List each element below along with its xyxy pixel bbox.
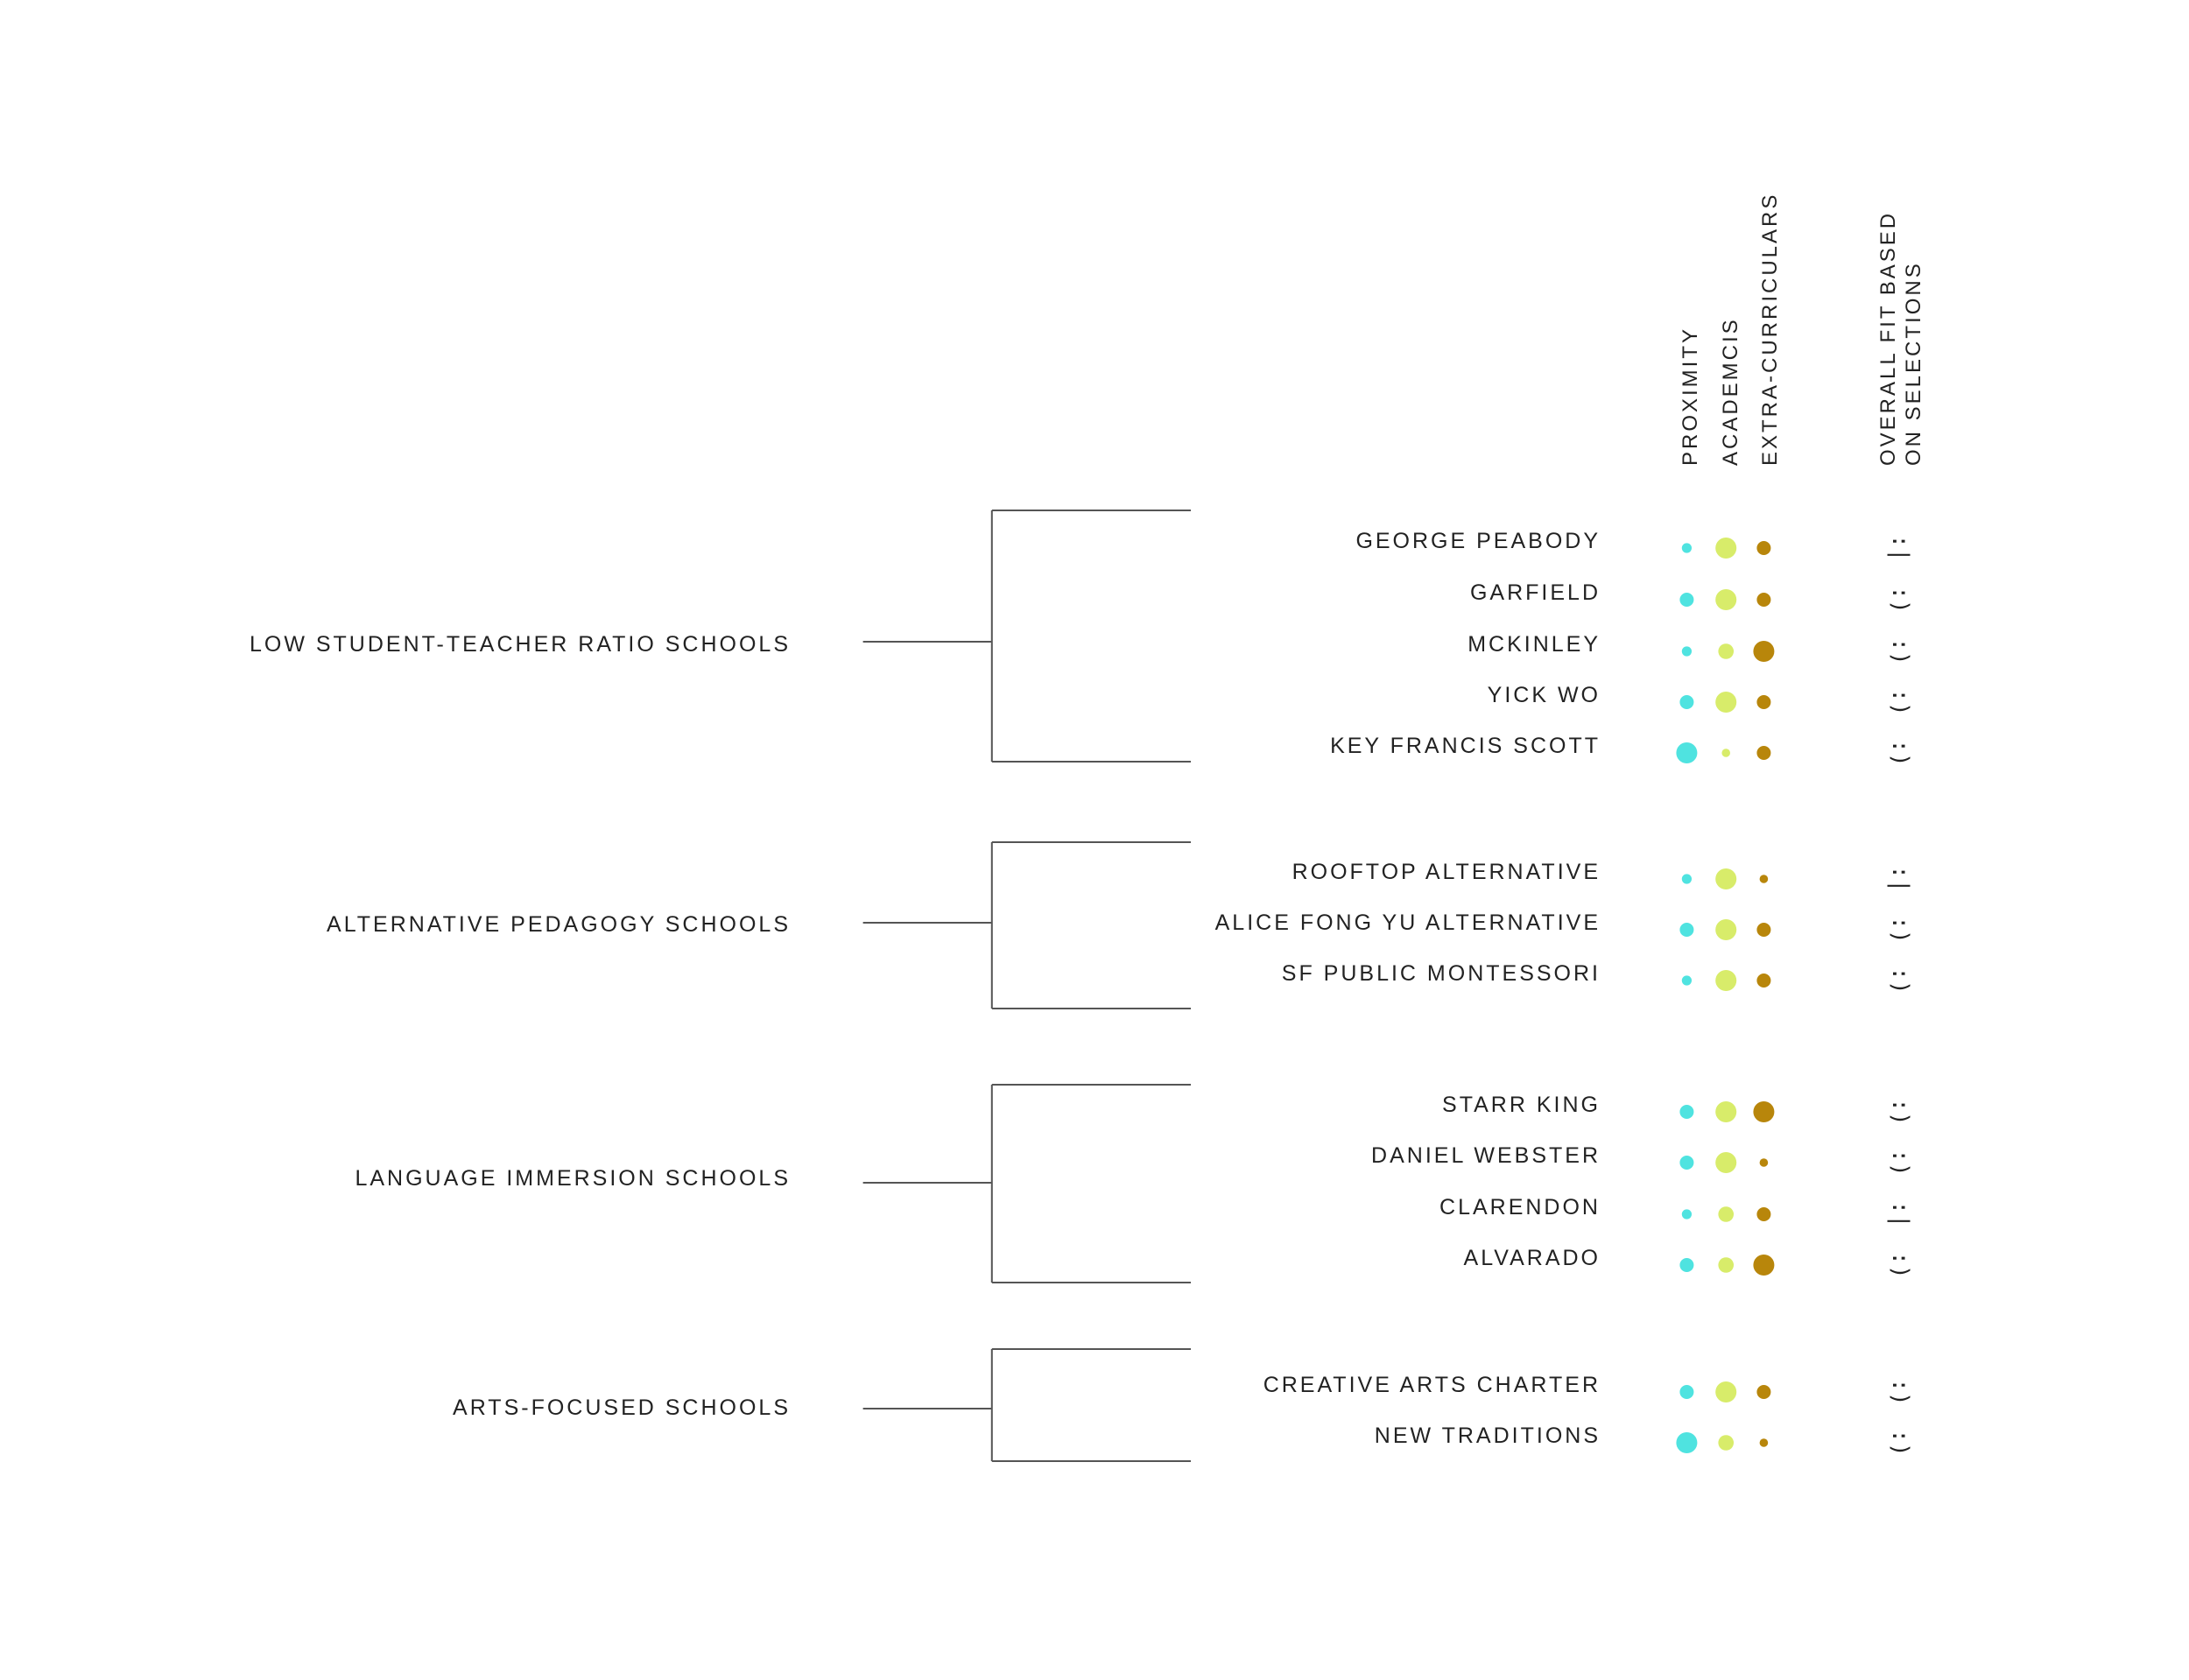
- extracurriculars-dot: [1756, 1207, 1770, 1221]
- extracurriculars-dot: [1756, 1385, 1770, 1399]
- fit-face-icon: :): [1886, 1429, 1913, 1457]
- proximity-dot: [1679, 593, 1693, 607]
- school-name: ROOFTOP ALTERNATIVE: [1292, 860, 1601, 884]
- school-name: ALVARADO: [1463, 1246, 1601, 1270]
- extracurriculars-dot: [1753, 1101, 1774, 1122]
- fit-face-icon: :): [1886, 739, 1913, 767]
- extracurriculars-dot: [1760, 1158, 1769, 1167]
- proximity-dot: [1682, 1209, 1692, 1219]
- fit-face-icon: :): [1886, 967, 1913, 995]
- school-name: DANIEL WEBSTER: [1371, 1143, 1601, 1168]
- proximity-dot: [1682, 874, 1692, 883]
- academics-dot: [1715, 970, 1736, 991]
- fit-face-icon: :|: [1886, 865, 1913, 893]
- school-name: SF PUBLIC MONTESSORI: [1281, 961, 1601, 986]
- extracurriculars-dot: [1756, 974, 1770, 988]
- school-name: ALICE FONG YU ALTERNATIVE: [1214, 910, 1601, 935]
- fit-face-icon: :): [1886, 1098, 1913, 1126]
- column-header-proximity: PROXIMITY: [1679, 326, 1702, 466]
- extracurriculars-dot: [1760, 875, 1769, 883]
- school-name: STARR KING: [1442, 1093, 1601, 1117]
- extracurriculars-dot: [1756, 593, 1770, 607]
- proximity-dot: [1676, 1432, 1697, 1453]
- academics-dot: [1718, 1206, 1734, 1222]
- fit-face-icon: :): [1886, 688, 1913, 716]
- school-name: YICK WO: [1487, 683, 1601, 707]
- extracurriculars-dot: [1756, 923, 1770, 937]
- proximity-dot: [1679, 695, 1693, 709]
- academics-dot: [1715, 868, 1736, 889]
- column-header-overall-fit: [1876, 211, 1926, 466]
- school-name: NEW TRADITIONS: [1374, 1423, 1601, 1448]
- group-label: ARTS-FOCUSED SCHOOLS: [453, 1395, 791, 1420]
- proximity-dot: [1679, 1105, 1693, 1119]
- academics-dot: [1718, 643, 1734, 659]
- extracurriculars-dot: [1753, 641, 1774, 662]
- fit-face-icon: :): [1886, 1149, 1913, 1177]
- academics-dot: [1715, 1101, 1736, 1122]
- extracurriculars-dot: [1756, 746, 1770, 760]
- proximity-dot: [1679, 923, 1693, 937]
- extracurriculars-dot: [1756, 695, 1770, 709]
- extracurriculars-dot: [1753, 1255, 1774, 1276]
- proximity-dot: [1682, 975, 1692, 985]
- fit-face-icon: :): [1886, 637, 1913, 665]
- fit-face-icon: :): [1886, 1251, 1913, 1279]
- fit-face-icon: :|: [1886, 1200, 1913, 1228]
- overall-fit-line-2: ON SELECTIONS: [1902, 261, 1925, 466]
- fit-face-icon: :): [1886, 586, 1913, 614]
- academics-dot: [1715, 1381, 1736, 1402]
- academics-dot: [1715, 538, 1736, 559]
- school-name: CREATIVE ARTS CHARTER: [1263, 1373, 1601, 1397]
- school-name: GARFIELD: [1469, 580, 1601, 605]
- academics-dot: [1721, 749, 1730, 757]
- academics-dot: [1715, 919, 1736, 940]
- academics-dot: [1715, 692, 1736, 713]
- academics-dot: [1718, 1257, 1734, 1273]
- proximity-dot: [1679, 1258, 1693, 1272]
- proximity-dot: [1676, 742, 1697, 763]
- academics-dot: [1715, 1152, 1736, 1173]
- school-name: CLARENDON: [1439, 1195, 1601, 1220]
- overall-fit-line-1: OVERALL FIT BASED: [1876, 210, 1900, 466]
- column-header-extracurriculars: EXTRA-CURRICULARS: [1758, 192, 1782, 466]
- academics-dot: [1715, 589, 1736, 610]
- extracurriculars-dot: [1760, 1438, 1769, 1447]
- column-header-academics: ACADEMCIS: [1719, 317, 1742, 466]
- extracurriculars-dot: [1756, 541, 1770, 555]
- proximity-dot: [1682, 543, 1692, 552]
- proximity-dot: [1682, 646, 1692, 656]
- school-name: GEORGE PEABODY: [1355, 529, 1601, 553]
- proximity-dot: [1679, 1156, 1693, 1170]
- school-name: MCKINLEY: [1468, 632, 1601, 657]
- school-name: KEY FRANCIS SCOTT: [1330, 734, 1601, 758]
- proximity-dot: [1679, 1385, 1693, 1399]
- fit-face-icon: :): [1886, 1378, 1913, 1406]
- group-label: LANGUAGE IMMERSION SCHOOLS: [355, 1166, 791, 1191]
- academics-dot: [1718, 1435, 1734, 1451]
- group-label: LOW STUDENT-TEACHER RATIO SCHOOLS: [249, 632, 791, 657]
- fit-face-icon: :): [1886, 916, 1913, 944]
- fit-face-icon: :|: [1886, 534, 1913, 562]
- group-label: ALTERNATIVE PEDAGOGY SCHOOLS: [327, 912, 791, 937]
